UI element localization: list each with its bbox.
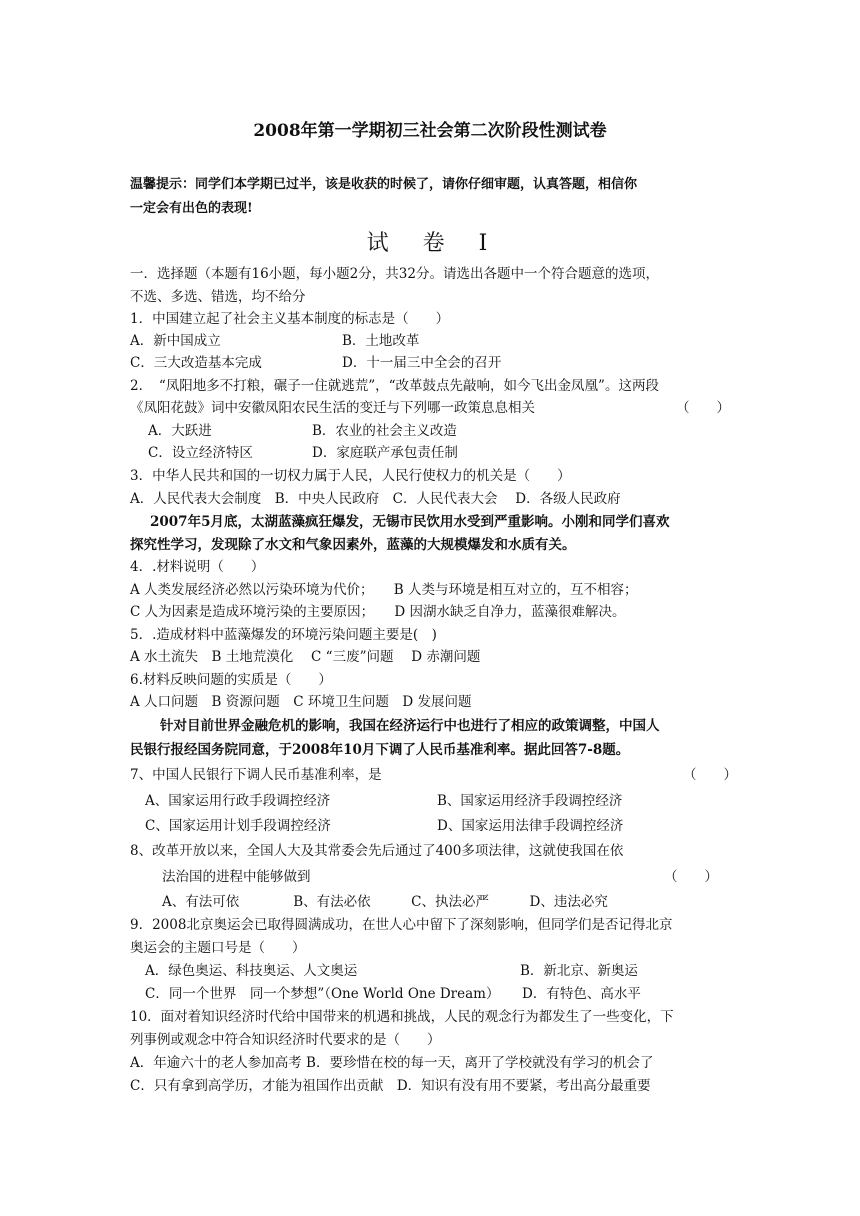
q2-option-a: A．大跃进 [148,423,212,439]
q7-option-a: A、国家运用行政手段调控经济 [145,793,331,809]
question-1-stem: 1．中国建立起了社会主义基本制度的标志是（ ） [130,311,450,327]
question-7-stem: 7、中国人民银行下调人民币基准利率，是 [130,767,382,783]
q9-option-c: C．同一个世界 同一个梦想”（One World One Dream） [145,986,500,1002]
q5-options: A 水土流失 B 土地荒漠化 C “三废”问题 D 赤潮问题 [130,649,481,665]
question-2-stem: 2． “凤阳地多不打粮，碾子一住就逃荒”，“改革鼓点先敲响，如今飞出金凤凰”。这两段 [130,378,659,394]
exam-title: 2008年第一学期初三社会第二次阶段性测试卷 [253,121,607,141]
q8-answer-paren: （ ） [664,869,718,885]
q7-option-d: D、国家运用法律手段调控经济 [437,818,624,834]
q9-option-d: D．有特色、高水平 [522,986,641,1002]
question-3-stem: 3．中华人民共和国的一切权力属于人民，人民行使权力的机关是（ ） [130,468,571,484]
question-4-stem: 4．.材料说明（ ） [130,559,265,575]
q2-answer-paren: （ ） [676,400,730,416]
q8-options: A、有法可依 B、有法必依 C、执法必严 D、违法必究 [162,894,608,910]
q7-option-c: C、国家运用计划手段调控经济 [145,818,331,834]
material-1: 2007年5月底，太湖蓝藻疯狂爆发，无锡市民饮用水受到严重影响。小刚和同学们喜欢 [150,514,670,530]
q2-option-c: C．设立经济特区 [148,445,253,461]
q1-option-c: C．三大改造基本完成 [130,355,262,371]
question-5-stem: 5．.造成材料中蓝藻爆发的环境污染问题主要是( ) [130,627,437,643]
section-intro: 不选、多选、错选，均不给分 [130,289,306,305]
q10-options-ab: A．年逾六十的老人参加高考 B．要珍惜在校的每一天，离开了学校就没有学习的机会了 [130,1055,654,1071]
reminder-tip [130,173,735,221]
section-intro: 一．选择题（本题有16小题，每小题2分，共32分。请选出各题中一个符合题意的选项， [130,266,659,282]
q1-option-d: D．十一届三中全会的召开 [342,355,502,371]
material-2: 民银行报经国务院同意，于2008年10月下调了人民币基准利率。据此回答7-8题。 [130,742,630,758]
q7-answer-paren: （ ） [683,767,737,783]
question-9-stem: 9．2008北京奥运会已取得圆满成功，在世人心中留下了深刻影响，但同学们是否记得北京 [130,917,673,933]
q7-option-b: B、国家运用经济手段调控经济 [437,793,623,809]
paper-heading: 试 卷 Ⅰ [366,231,494,256]
q2-option-d: D．家庭联产承包责任制 [312,445,458,461]
q10-options-cd: C．只有拿到高学历，才能为祖国作出贡献 D．知识有没有用不要紧，考出高分最重要 [130,1078,651,1094]
question-2-stem: 《凤阳花鼓》词中安徽凤阳农民生活的变迁与下列哪一政策息息相关 [130,400,535,416]
q6-options: A 人口问题 B 资源问题 C 环境卫生问题 D 发展问题 [130,694,472,710]
material-1: 探究性学习，发现除了水文和气象因素外，蓝藻的大规模爆发和水质有关。 [130,537,576,553]
tip-line: 一定会有出色的表现! [130,201,253,216]
question-9-stem: 奥运会的主题口号是（ ） [130,940,306,956]
question-8-stem: 8、改革开放以来，全国人大及其常委会先后通过了400多项法律，这就使我国在依 [130,843,624,859]
question-10-stem: 10．面对着知识经济时代给中国带来的机遇和挑战，人民的观念行为都发生了一些变化，下 [130,1009,674,1025]
question-8-stem: 法治国的进程中能够做到 [162,869,311,885]
q4-options-cd: C 人为因素是造成环境污染的主要原因； D 因湖水缺乏自净力，蓝藻很难解决。 [130,604,626,620]
q9-option-a: A．绿色奥运、科技奥运、人文奥运 [145,963,358,979]
q9-option-b: B．新北京、新奥运 [520,963,638,979]
q1-option-b: B．土地改革 [342,333,420,349]
q3-options: A．人民代表大会制度 B．中央人民政府 C．人民代表大会 D．各级人民政府 [130,491,621,507]
question-6-stem: 6.材料反映问题的实质是（ ） [130,672,332,688]
q4-options-ab: A 人类发展经济必然以污染环境为代价； B 人类与环境是相互对立的，互不相容； [130,582,638,598]
q2-option-b: B．农业的社会主义改造 [312,423,457,439]
q1-option-a: A．新中国成立 [130,333,221,349]
material-2: 针对目前世界金融危机的影响，我国在经济运行中也进行了相应的政策调整，中国人 [160,718,660,734]
tip-line: 温馨提示：同学们本学期已过半，该是收获的时候了，请你仔细审题，认真答题，相信你 [130,177,638,192]
question-10-stem: 列事例或观念中符合知识经济时代要求的是（ ） [130,1032,441,1048]
